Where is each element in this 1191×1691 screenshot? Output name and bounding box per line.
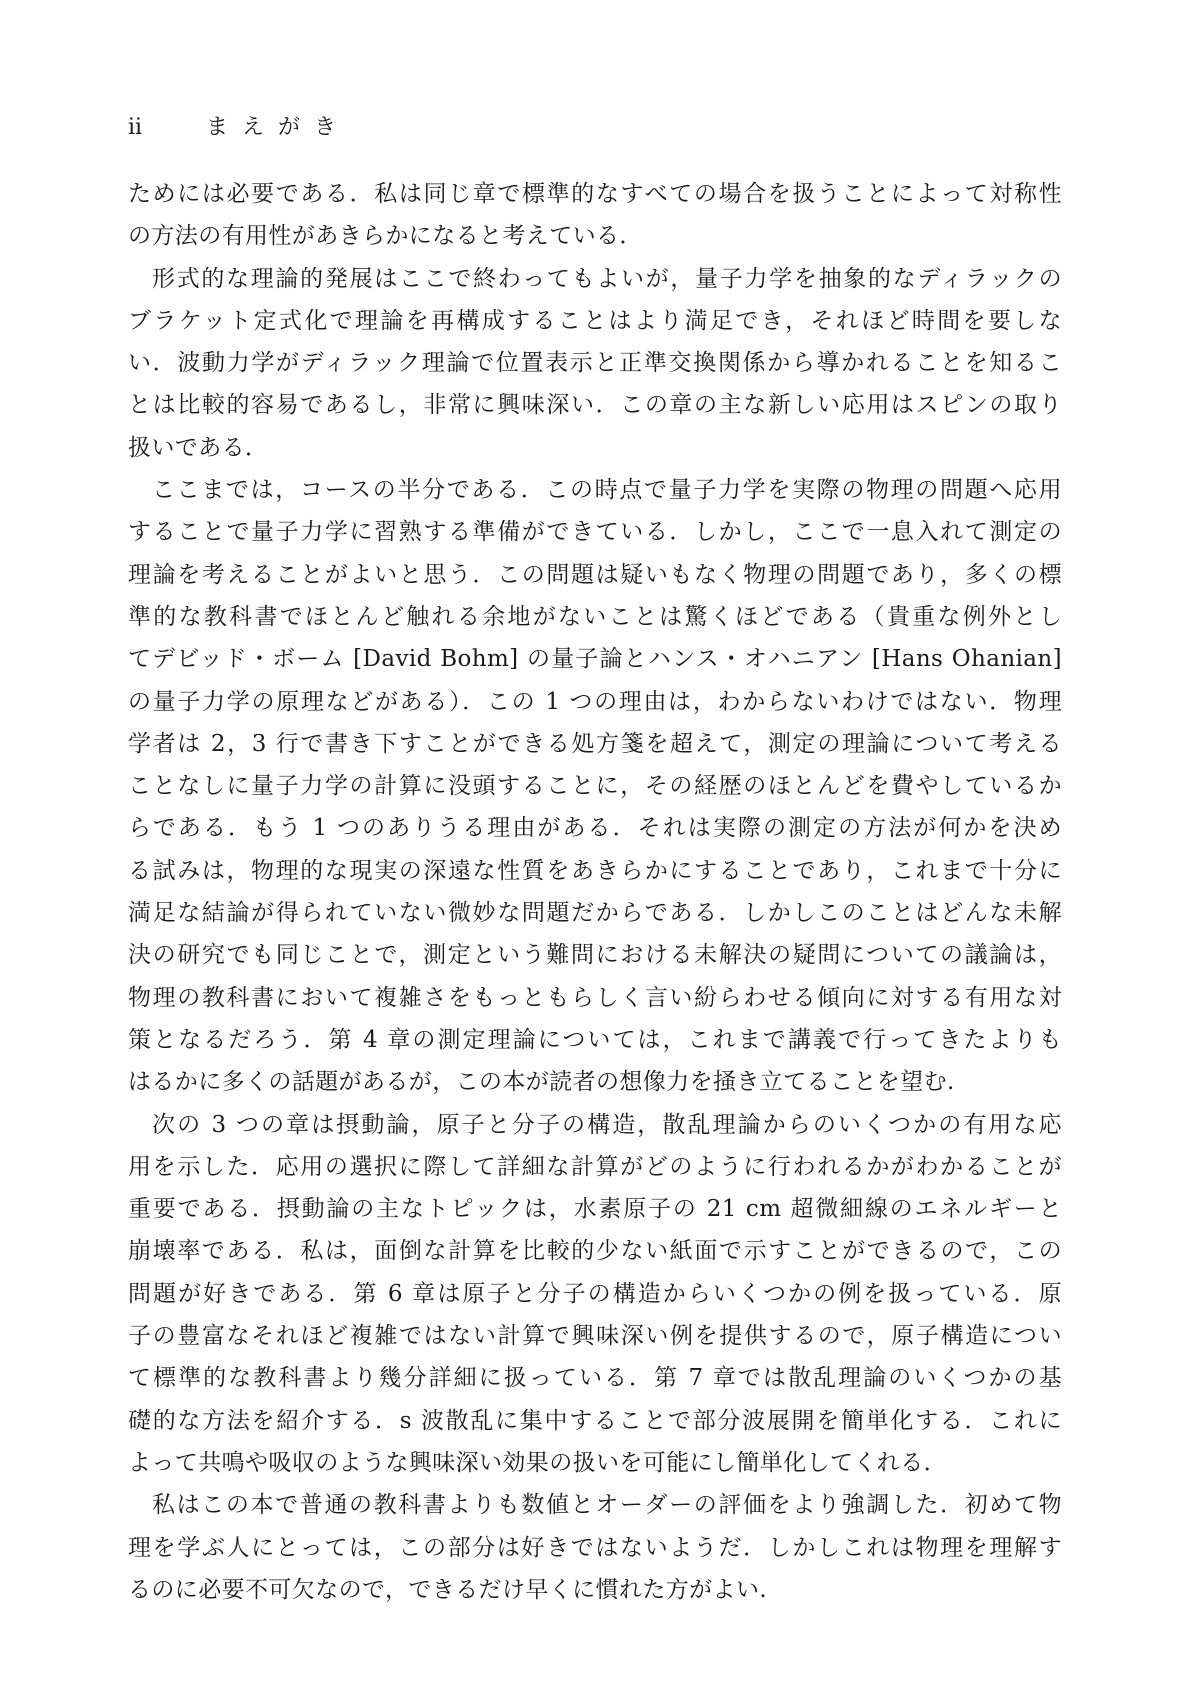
paragraph — [128, 173, 1062, 258]
text-line: ブラケット定式化で理論を再構成することはより満足でき，それほど時間を要しな — [128, 307, 1062, 334]
paragraph — [128, 1104, 1062, 1485]
text-line: ためには必要である．私は同じ章で標準的なすべての場合を扱うことによって対称性 — [128, 181, 1062, 207]
text-line: はるかに多くの話題があるが，この本が読者の想像力を掻き立てることを望む. — [128, 1069, 955, 1096]
text-line: 決の研究でも同じことで，測定という難問における未解決の疑問についての議論は， — [128, 942, 1062, 969]
text-line: 形式的な理論的発展はここで終わってもよいが，量子力学を抽象的なディラックの — [152, 265, 1062, 292]
text-line: 私はこの本で普通の教科書よりも数値とオーダーの評価をより強調した．初めて物 — [152, 1492, 1062, 1519]
text-line: 崩壊率である．私は，面倒な計算を比較的少ない紙面で示すことができるので，この — [128, 1238, 1062, 1265]
paragraph — [128, 258, 1062, 469]
text-line: 満足な結論が得られていない微妙な問題だからである．しかしこのことはどんな未解 — [128, 900, 1062, 927]
chapter-title: まえがき — [206, 115, 351, 140]
text-line: ここまでは，コースの半分である．この時点で量子力学を実際の物理の問題へ応用 — [152, 477, 1062, 504]
text-line: 策となるだろう．第 4 章の測定理論については，これまで講義で行ってきたよりも — [128, 1026, 1062, 1053]
text-line: 理論を考えることがよいと思う．この問題は疑いもなく物理の問題であり，多くの標 — [128, 561, 1062, 588]
paragraph — [128, 469, 1062, 1103]
text-line: 理を学ぶ人にとっては，この部分は好きではないようだ．しかしこれは物理を理解す — [128, 1534, 1062, 1561]
text-line: 扱いである． — [128, 434, 269, 461]
text-line: よって共鳴や吸収のような興味深い効果の扱いを可能にし簡単化してくれる． — [128, 1449, 947, 1476]
text-line: とは比較的容易であるし，非常に興味深い．この章の主な新しい応用はスピンの取り — [128, 392, 1062, 419]
text-line: ことなしに量子力学の計算に没頭することに，その経歴のほとんどを費やしているか — [128, 773, 1062, 800]
body-text — [128, 173, 1062, 1611]
text-line: 子の豊富なそれほど複雑ではない計算で興味深い例を提供するので，原子構造につい — [128, 1323, 1062, 1350]
page-number: ii — [128, 115, 143, 140]
text-line: の方法の有用性があきらかになると考えている． — [128, 223, 643, 250]
text-line: 準的な教科書でほとんど触れる余地がないことは驚くほどである（貴重な例外とし — [128, 603, 1062, 630]
running-header — [128, 112, 350, 144]
text-line: 問題が好きである．第 6 章は原子と分子の構造からいくつかの例を扱っている．原 — [128, 1280, 1062, 1307]
book-page — [128, 0, 1062, 1691]
text-line: 次の 3 つの章は摂動論，原子と分子の構造，散乱理論からのいくつかの有用な応 — [152, 1111, 1062, 1138]
text-line: て標準的な教科書より幾分詳細に扱っている．第 7 章では散乱理論のいくつかの基 — [128, 1365, 1062, 1392]
paragraph — [128, 1484, 1062, 1611]
text-line: るのに必要不可欠なので，できるだけ早くに慣れた方がよい. — [128, 1576, 768, 1603]
text-line: 物理の教科書において複雑さをもっともらしく言い紛らわせる傾向に対する有用な対 — [128, 984, 1062, 1011]
text-line: る試みは，物理的な現実の深遠な性質をあきらかにすることであり，これまで十分に — [128, 857, 1062, 884]
text-line: てデビッド・ボーム [David Bohm] の量子論とハンス・オハニアン [Hans Ohanian] — [128, 646, 1062, 673]
text-line: の量子力学の原理などがある）．この 1 つの理由は，わからないわけではない．物理 — [128, 688, 1062, 715]
text-line: い．波動力学がディラック理論で位置表示と正準交換関係から導かれることを知るこ — [128, 350, 1062, 377]
text-line: 重要である．摂動論の主なトピックは，水素原子の 21 cm 超微細線のエネルギーと — [128, 1196, 1062, 1223]
text-line: 用を示した．応用の選択に際して詳細な計算がどのように行われるかがわかることが — [128, 1153, 1062, 1180]
text-line: 学者は 2，3 行で書き下すことができる処方箋を超えて，測定の理論について考える — [128, 730, 1062, 757]
text-line: 礎的な方法を紹介する．s 波散乱に集中することで部分波展開を簡単化する．これに — [128, 1407, 1062, 1434]
text-line: することで量子力学に習熟する準備ができている．しかし，ここで一息入れて測定の — [128, 519, 1062, 546]
text-line: らである．もう 1 つのありうる理由がある．それは実際の測定の方法が何かを決め — [128, 815, 1062, 842]
